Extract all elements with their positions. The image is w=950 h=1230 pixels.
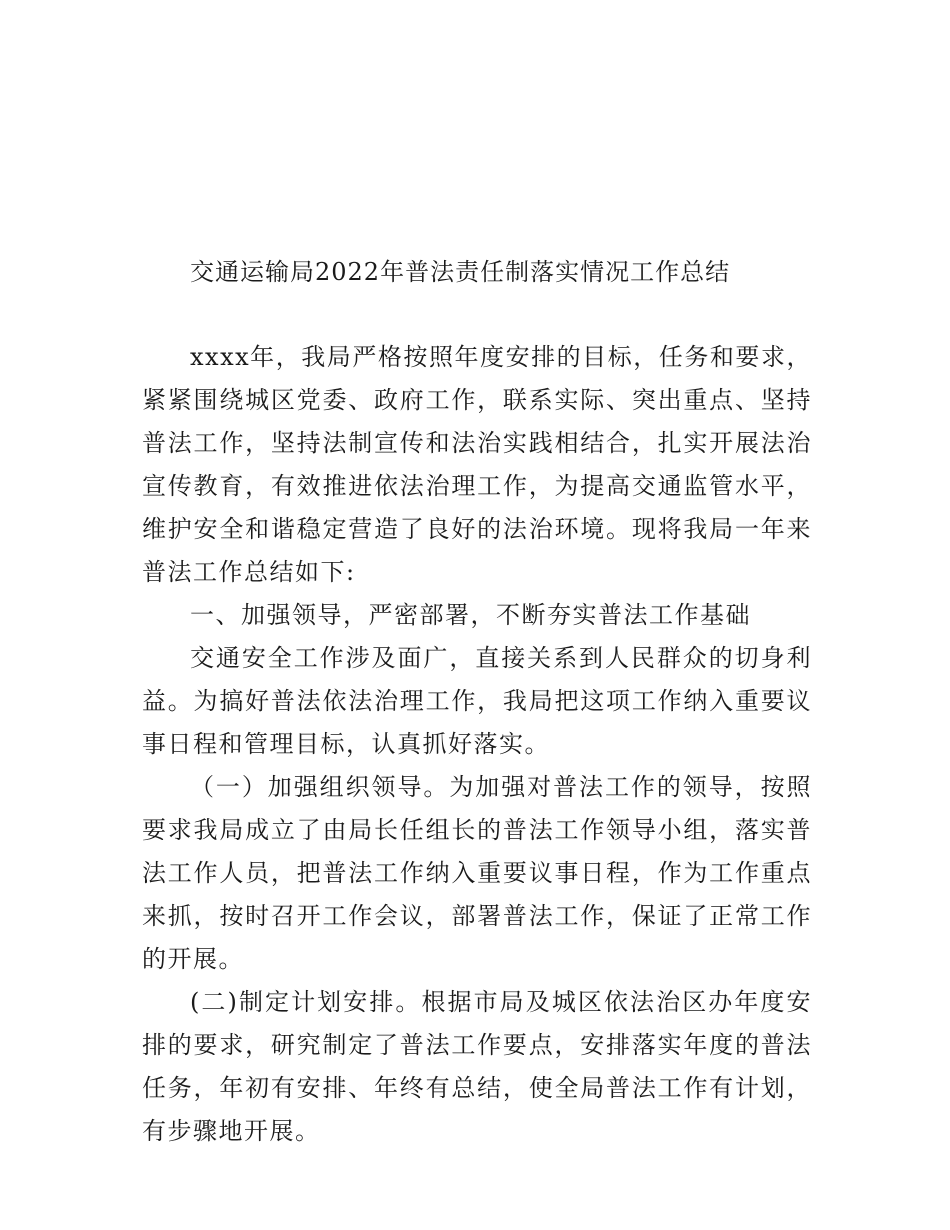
section-heading-1: 一、加强领导，严密部署，不断夯实普法工作基础 — [190, 601, 751, 629]
document-title: 交通运输局2022年普法责任制落实情况工作总结 — [190, 258, 731, 286]
subsection-1-paragraph: （一）加强组织领导。为加强对普法工作的领导，按照要求我局成立了由局长任组长的普法工作领导小组，落实普法工作人员，把普法工作纳入重要议事日程，作为工作重点来抓，按时召开工作会议，部署普法工作，保证了正常工作的开展。 — [142, 773, 812, 973]
document-body — [142, 336, 812, 1153]
subsection-2-paragraph: (二)制定计划安排。根据市局及城区依法治区办年度安排的要求，研究制定了普法工作要点，安排落实年度的普法任务，年初有安排、年终有总结，使全局普法工作有计划，有步骤地开展。 — [142, 988, 812, 1145]
section-1-paragraph: 交通安全工作涉及面广，直接关系到人民群众的切身利益。为搞好普法依法治理工作，我局把这项工作纳入重要议事日程和管理目标，认真抓好落实。 — [142, 644, 812, 758]
intro-paragraph: xxxx年，我局严格按照年度安排的目标，任务和要求，紧紧围绕城区党委、政府工作，联系实际、突出重点、坚持普法工作，坚持法制宣传和法治实践相结合，扎实开展法治宣传教育，有效推进依法治理工作，为提高交通监管水平，维护安全和谐稳定营造了良好的法治环境。现将我局一年来普法工作总结如下: — [142, 343, 812, 586]
